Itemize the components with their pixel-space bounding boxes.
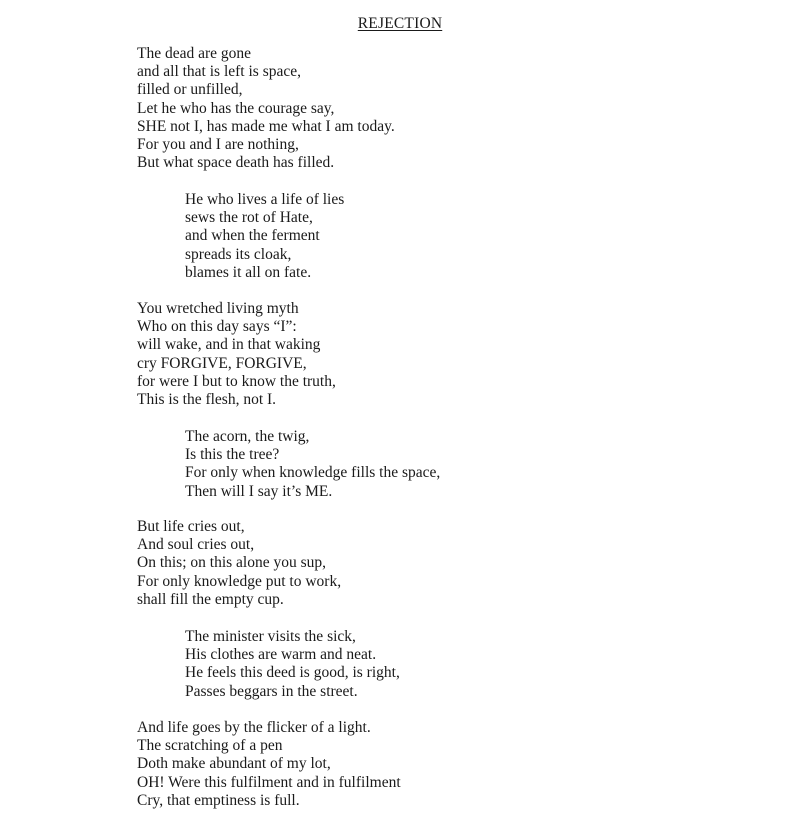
poem-line: shall fill the empty cup. — [137, 590, 284, 608]
poem-line: For only knowledge put to work, — [137, 572, 342, 590]
poem-line: Passes beggars in the street. — [185, 682, 358, 700]
poem-line: The minister visits the sick, — [185, 628, 356, 645]
poem-line: And soul cries out, — [137, 536, 255, 554]
poem-line: Is this the tree? — [185, 446, 280, 464]
poem-line: He feels this deed is good, is right, — [185, 664, 400, 682]
poem-line: Doth make abundant of my lot, — [137, 755, 331, 773]
poem-line: For only when knowledge fills the space, — [185, 464, 441, 482]
poem-line: Cry, that emptiness is full. — [137, 791, 300, 809]
poem-line: But life cries out, — [137, 518, 245, 535]
poem-line: The dead are gone — [137, 45, 252, 62]
stanza-3 — [137, 300, 336, 409]
poem-title: REJECTION — [357, 15, 443, 32]
poem-line: And life goes by the flicker of a light. — [137, 719, 371, 736]
poem-line: But what space death has filled. — [137, 154, 335, 172]
poem-line: filled or unfilled, — [137, 81, 243, 99]
poem-line: will wake, and in that waking — [137, 336, 321, 354]
poem-line: spreads its cloak, — [185, 245, 292, 263]
poem-line: cry FORGIVE, FORGIVE, — [137, 354, 307, 372]
poem-line: For you and I are nothing, — [137, 136, 299, 154]
poem-line: sews the rot of Hate, — [185, 209, 313, 227]
poem-line: You wretched living myth — [137, 300, 299, 317]
stanza-1 — [137, 45, 395, 172]
poem-line: OH! Were this fulfilment and in fulfilment — [137, 773, 401, 791]
stanza-7 — [137, 719, 401, 810]
poem-line: blames it all on fate. — [185, 263, 312, 281]
poem-line: The acorn, the twig, — [185, 428, 310, 445]
poem-line: The scratching of a pen — [137, 737, 283, 755]
poem-line: SHE not I, has made me what I am today. — [137, 117, 395, 135]
poem-line: Who on this day says “I”: — [137, 318, 297, 336]
stanza-6 — [185, 628, 400, 701]
poem-line: Then will I say it’s ME. — [185, 482, 333, 500]
poem-title-container — [0, 14, 800, 34]
poem-line: and all that is left is space, — [137, 63, 301, 81]
poem-line: for were I but to know the truth, — [137, 372, 336, 390]
poem-line: Let he who has the courage say, — [137, 99, 335, 117]
poem-line: His clothes are warm and neat. — [185, 646, 377, 664]
poem-line: and when the ferment — [185, 227, 320, 245]
stanza-4 — [185, 428, 440, 501]
stanza-5 — [137, 518, 341, 609]
stanza-2 — [185, 191, 344, 282]
poem-line: He who lives a life of lies — [185, 191, 345, 208]
poem-line: On this; on this alone you sup, — [137, 554, 327, 572]
poem-line: This is the flesh, not I. — [137, 391, 277, 409]
